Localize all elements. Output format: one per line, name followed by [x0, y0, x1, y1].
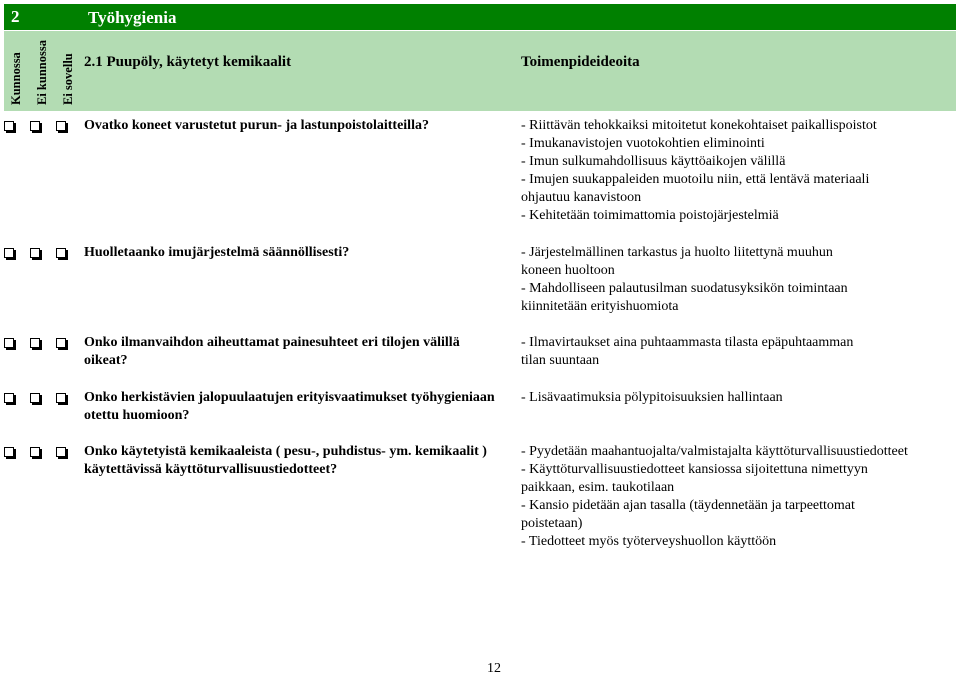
checkbox-ei-sovellu[interactable]	[56, 248, 66, 258]
checkbox-kunnossa[interactable]	[4, 121, 14, 131]
column-label-kunnossa: Kunnossa	[9, 52, 23, 105]
checkbox-ei-kunnossa[interactable]	[30, 447, 40, 457]
question-text: Onko herkistävien jalopuulaatujen erityisvaatimukset työhygieniaan otettu huomioon?	[84, 390, 495, 423]
checkbox-ei-kunnossa[interactable]	[30, 248, 40, 258]
action-item: ohjautuu kanavistoon	[521, 190, 642, 205]
table-header-band	[4, 31, 956, 111]
action-item: - Kehitetään toimimattomia poistojärjestelmiä	[521, 208, 779, 223]
checkbox-ei-kunnossa[interactable]	[30, 121, 40, 131]
action-item: koneen huoltoon	[521, 263, 615, 278]
action-item: tilan suuntaan	[521, 353, 600, 368]
action-item: - Ilmavirtaukset aina puhtaammasta tilasta epäpuhtaamman	[521, 335, 854, 350]
checkbox-ei-sovellu[interactable]	[56, 447, 66, 457]
checkbox-ei-kunnossa[interactable]	[30, 338, 40, 348]
checkbox-kunnossa[interactable]	[4, 447, 14, 457]
checkbox-ei-kunnossa[interactable]	[30, 393, 40, 403]
column-label-ei-kunnossa: Ei kunnossa	[35, 40, 49, 105]
checkbox-kunnossa[interactable]	[4, 248, 14, 258]
action-item: - Lisävaatimuksia pölypitoisuuksien hallintaan	[521, 390, 783, 405]
question-text: Ovatko koneet varustetut purun- ja lastunpoistolaitteilla?	[84, 118, 429, 133]
subsection-title: 2.1 Puupöly, käytetyt kemikaalit	[84, 54, 292, 70]
question-text: Onko käytetyistä kemikaaleista ( pesu-, puhdistus- ym. kemikaalit ) käytettävissä käyttöturvallisuustiedotteet?	[84, 444, 487, 477]
action-item: - Järjestelmällinen tarkastus ja huolto liitettynä muuhun	[521, 245, 833, 260]
action-item: poistetaan)	[521, 516, 583, 531]
actions-column-header: Toimenpideideoita	[521, 54, 640, 70]
action-item: - Käyttöturvallisuustiedotteet kansiossa sijoitettuna nimettyyn	[521, 462, 868, 477]
section-heading: Työhygienia	[88, 8, 177, 27]
checkbox-kunnossa[interactable]	[4, 338, 14, 348]
action-item: - Imukanavistojen vuotokohtien eliminointi	[521, 136, 765, 151]
checkbox-ei-sovellu[interactable]	[56, 393, 66, 403]
action-item: - Mahdolliseen palautusilman suodatusyksikön toimintaan	[521, 281, 848, 296]
question-text: Huolletaanko imujärjestelmä säännöllisesti?	[84, 245, 350, 260]
action-item: - Imun sulkumahdollisuus käyttöaikojen välillä	[521, 154, 786, 169]
action-item: - Tiedotteet myös työterveyshuollon käyttöön	[521, 534, 777, 549]
action-item: - Kansio pidetään ajan tasalla (täydennetään ja tarpeettomat	[521, 498, 855, 513]
action-item: - Pyydetään maahantuojalta/valmistajalta käyttöturvallisuustiedotteet	[521, 444, 908, 459]
checkbox-kunnossa[interactable]	[4, 393, 14, 403]
action-item: paikkaan, esim. taukotilaan	[521, 480, 675, 495]
checkbox-ei-sovellu[interactable]	[56, 121, 66, 131]
column-label-ei-sovellu: Ei sovellu	[61, 53, 75, 105]
section-number: 2	[11, 7, 20, 26]
section-title-bar	[4, 4, 956, 30]
action-item: - Imujen suukappaleiden muotoilu niin, että lentävä materiaali	[521, 172, 870, 187]
question-text: Onko ilmanvaihdon aiheuttamat painesuhteet eri tilojen välillä oikeat?	[84, 335, 460, 368]
action-item: kiinnitetään erityishuomiota	[521, 299, 679, 314]
page-number: 12	[487, 661, 501, 676]
action-item: - Riittävän tehokkaiksi mitoitetut konekohtaiset paikallispoistot	[521, 118, 877, 133]
checkbox-ei-sovellu[interactable]	[56, 338, 66, 348]
